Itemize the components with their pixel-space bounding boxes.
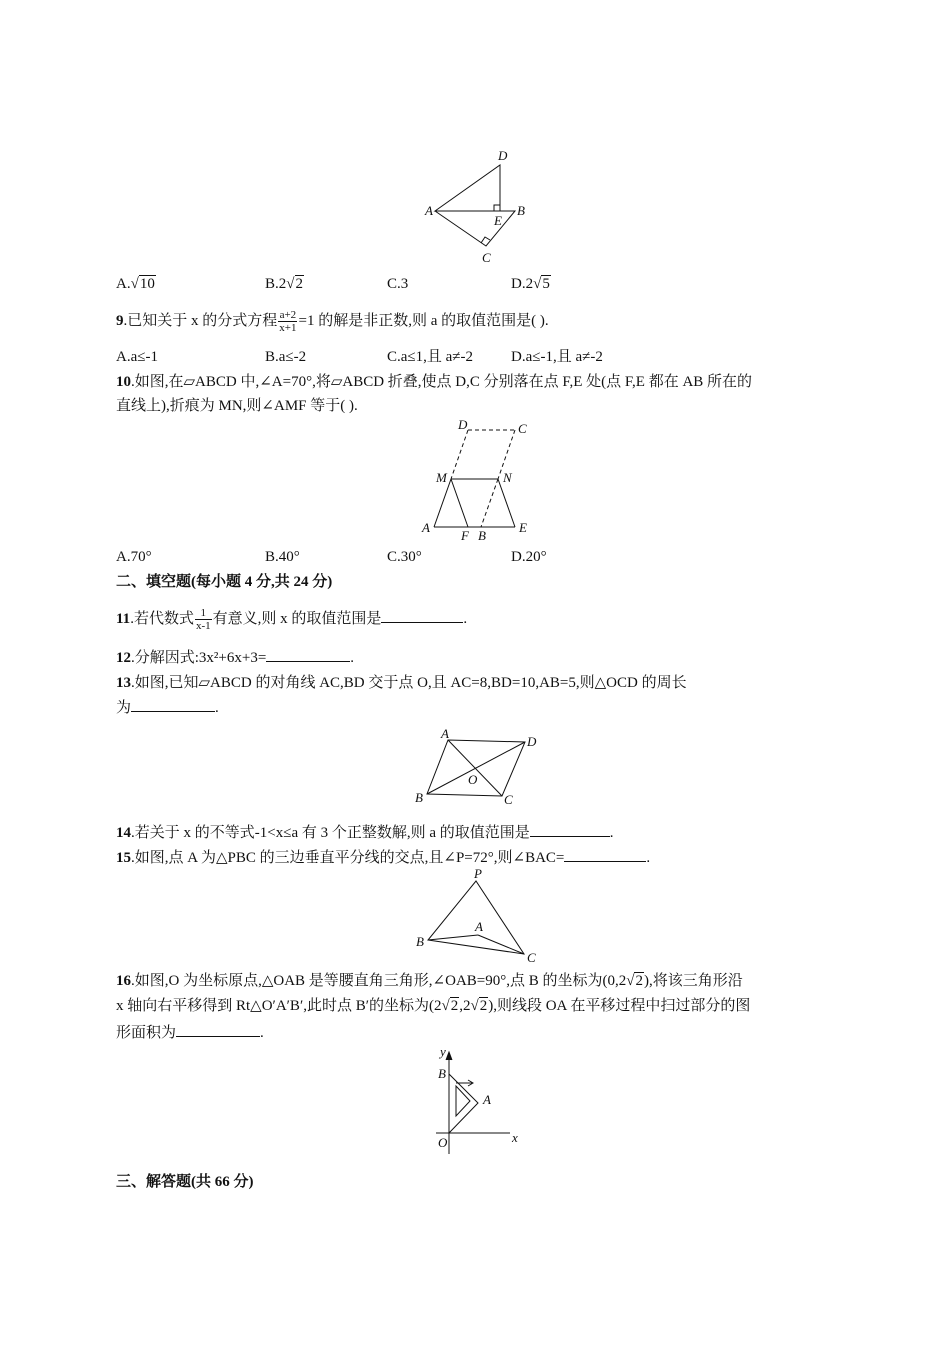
q10-label-a: A (422, 520, 430, 535)
q13-stem-line1: 13.如图,已知▱ABCD 的对角线 AC,BD 交于点 O,且 AC=8,BD=10,AB=5,则△OCD 的周长 (116, 675, 687, 691)
q9-option-b: B.a≤-2 (265, 349, 307, 365)
q16-label-o: O (438, 1135, 448, 1150)
q11-fraction: $\frac{1}{x-1}$ (195, 607, 211, 632)
q11-answer-blank[interactable] (381, 608, 463, 623)
q15-label-c: C (527, 950, 536, 965)
q8-triangle-abd (435, 165, 500, 211)
q16-stem-line1: 16.如图,O 为坐标原点,△OAB 是等腰直角三角形,∠OAB=90°,点 B 的坐标为(0,2√2),将该三角形沿 (116, 973, 743, 989)
q8-triangle-acb (435, 211, 515, 246)
q8-option-b: B.2√2 (265, 276, 303, 292)
q16-y-arrow (446, 1052, 452, 1060)
q10-figure (418, 416, 538, 544)
q8-label-c: C (482, 250, 491, 265)
q11-stem: 11.若代数式 $\frac{1}{x-1}$ 有意义,则 x 的取值范围是 . (116, 607, 468, 632)
q16-label-a: A (483, 1092, 491, 1107)
q10-stem-line2: 直线上),折痕为 MN,则∠AMF 等于( ). (116, 398, 358, 414)
q15-label-a: A (475, 919, 483, 934)
q13-answer-blank[interactable] (131, 697, 215, 712)
q10-option-d: D.20° (511, 549, 547, 565)
q9-option-c: C.a≤1,且 a≠-2 (387, 349, 474, 365)
q10-option-a: A.70° (116, 549, 152, 565)
q10-stem-line1: 10.如图,在▱ABCD 中,∠A=70°,将▱ABCD 折叠,使点 D,C 分别落在点 F,E 处(点 F,E 都在 AB 所在的 (116, 374, 753, 390)
q8-figure (420, 145, 540, 267)
q14-answer-blank[interactable] (530, 822, 610, 837)
q14-stem: 14.若关于 x 的不等式-1<x≤a 有 3 个正整数解,则 a 的取值范围是 . (116, 822, 614, 843)
q15-label-b: B (416, 934, 424, 949)
q8-label-a: A (425, 203, 433, 218)
q10-option-b: B.40° (265, 549, 300, 565)
q9-option-d: D.a≤-1,且 a≠-2 (511, 349, 603, 365)
q16-stem-line2: x 轴向右平移得到 Rt△O′A′B′,此时点 B′的坐标为(2√2,2√2),则线段 OA 在平移过程中扫过部分的图 (116, 998, 751, 1014)
q13-label-b: B (415, 790, 423, 805)
q10-edge-dm (451, 430, 468, 479)
q8-label-b: B (517, 203, 525, 218)
q10-label-b: B (478, 528, 486, 543)
q13-label-c: C (504, 792, 513, 807)
q15-segment-ba (428, 935, 478, 940)
q13-stem-line2: 为 . (116, 697, 219, 718)
q16-stem-line3: 形面积为 . (116, 1022, 264, 1043)
q12-answer-blank[interactable] (266, 647, 350, 662)
q15-triangle-pbc (428, 881, 524, 954)
q10-edge-am (434, 479, 451, 527)
section2-heading: 二、填空题(每小题 4 分,共 24 分) (116, 574, 333, 590)
q16-label-y: y (440, 1046, 446, 1059)
q12-stem: 12.分解因式:3x²+6x+3= . (116, 647, 354, 668)
q16-triangle-inner (456, 1086, 470, 1116)
q15-figure (412, 866, 552, 966)
q9-number: 9 (116, 312, 124, 329)
q9-option-a: A.a≤-1 (116, 349, 158, 365)
q8-option-c: C.3 (387, 276, 409, 292)
q10-label-d: D (458, 417, 468, 432)
q8-option-d: D.2√5 (511, 276, 550, 292)
q16-label-x: x (512, 1130, 518, 1145)
q10-label-f: F (461, 528, 469, 543)
q15-label-p: P (474, 866, 482, 881)
q10-label-c: C (518, 421, 527, 436)
q16-label-b: B (438, 1066, 446, 1081)
q8-label-e: E (494, 213, 502, 228)
q10-option-c: C.30° (387, 549, 422, 565)
q16-figure (426, 1046, 526, 1158)
q10-edge-ne (498, 479, 515, 527)
q10-label-e: E (519, 520, 527, 535)
q8-right-angle-e (494, 205, 500, 211)
q13-label-d: D (527, 734, 537, 749)
q8-option-a: A.√10 (116, 276, 155, 292)
q9-fraction: $\frac{a+2}{x+1}$ (279, 309, 297, 334)
q13-label-o: O (468, 772, 478, 787)
q16-answer-blank[interactable] (176, 1022, 260, 1037)
q15-answer-blank[interactable] (564, 847, 646, 862)
q13-figure (410, 724, 550, 810)
section3-heading: 三、解答题(共 66 分) (116, 1174, 254, 1190)
q9-stem: 9.已知关于 x 的分式方程 $\frac{a+2}{x+1}$ =1 的解是非正数,则 a 的取值范围是( ). (116, 309, 549, 334)
q10-label-m: M (436, 470, 447, 485)
q10-edge-mf (451, 479, 468, 527)
q13-label-a: A (441, 726, 449, 741)
q10-label-n: N (503, 470, 512, 485)
q15-stem: 15.如图,点 A 为△PBC 的三边垂直平分线的交点,且∠P=72°,则∠BAC= . (116, 847, 650, 868)
q8-label-d: D (498, 148, 508, 163)
q10-edge-nb (481, 479, 498, 527)
